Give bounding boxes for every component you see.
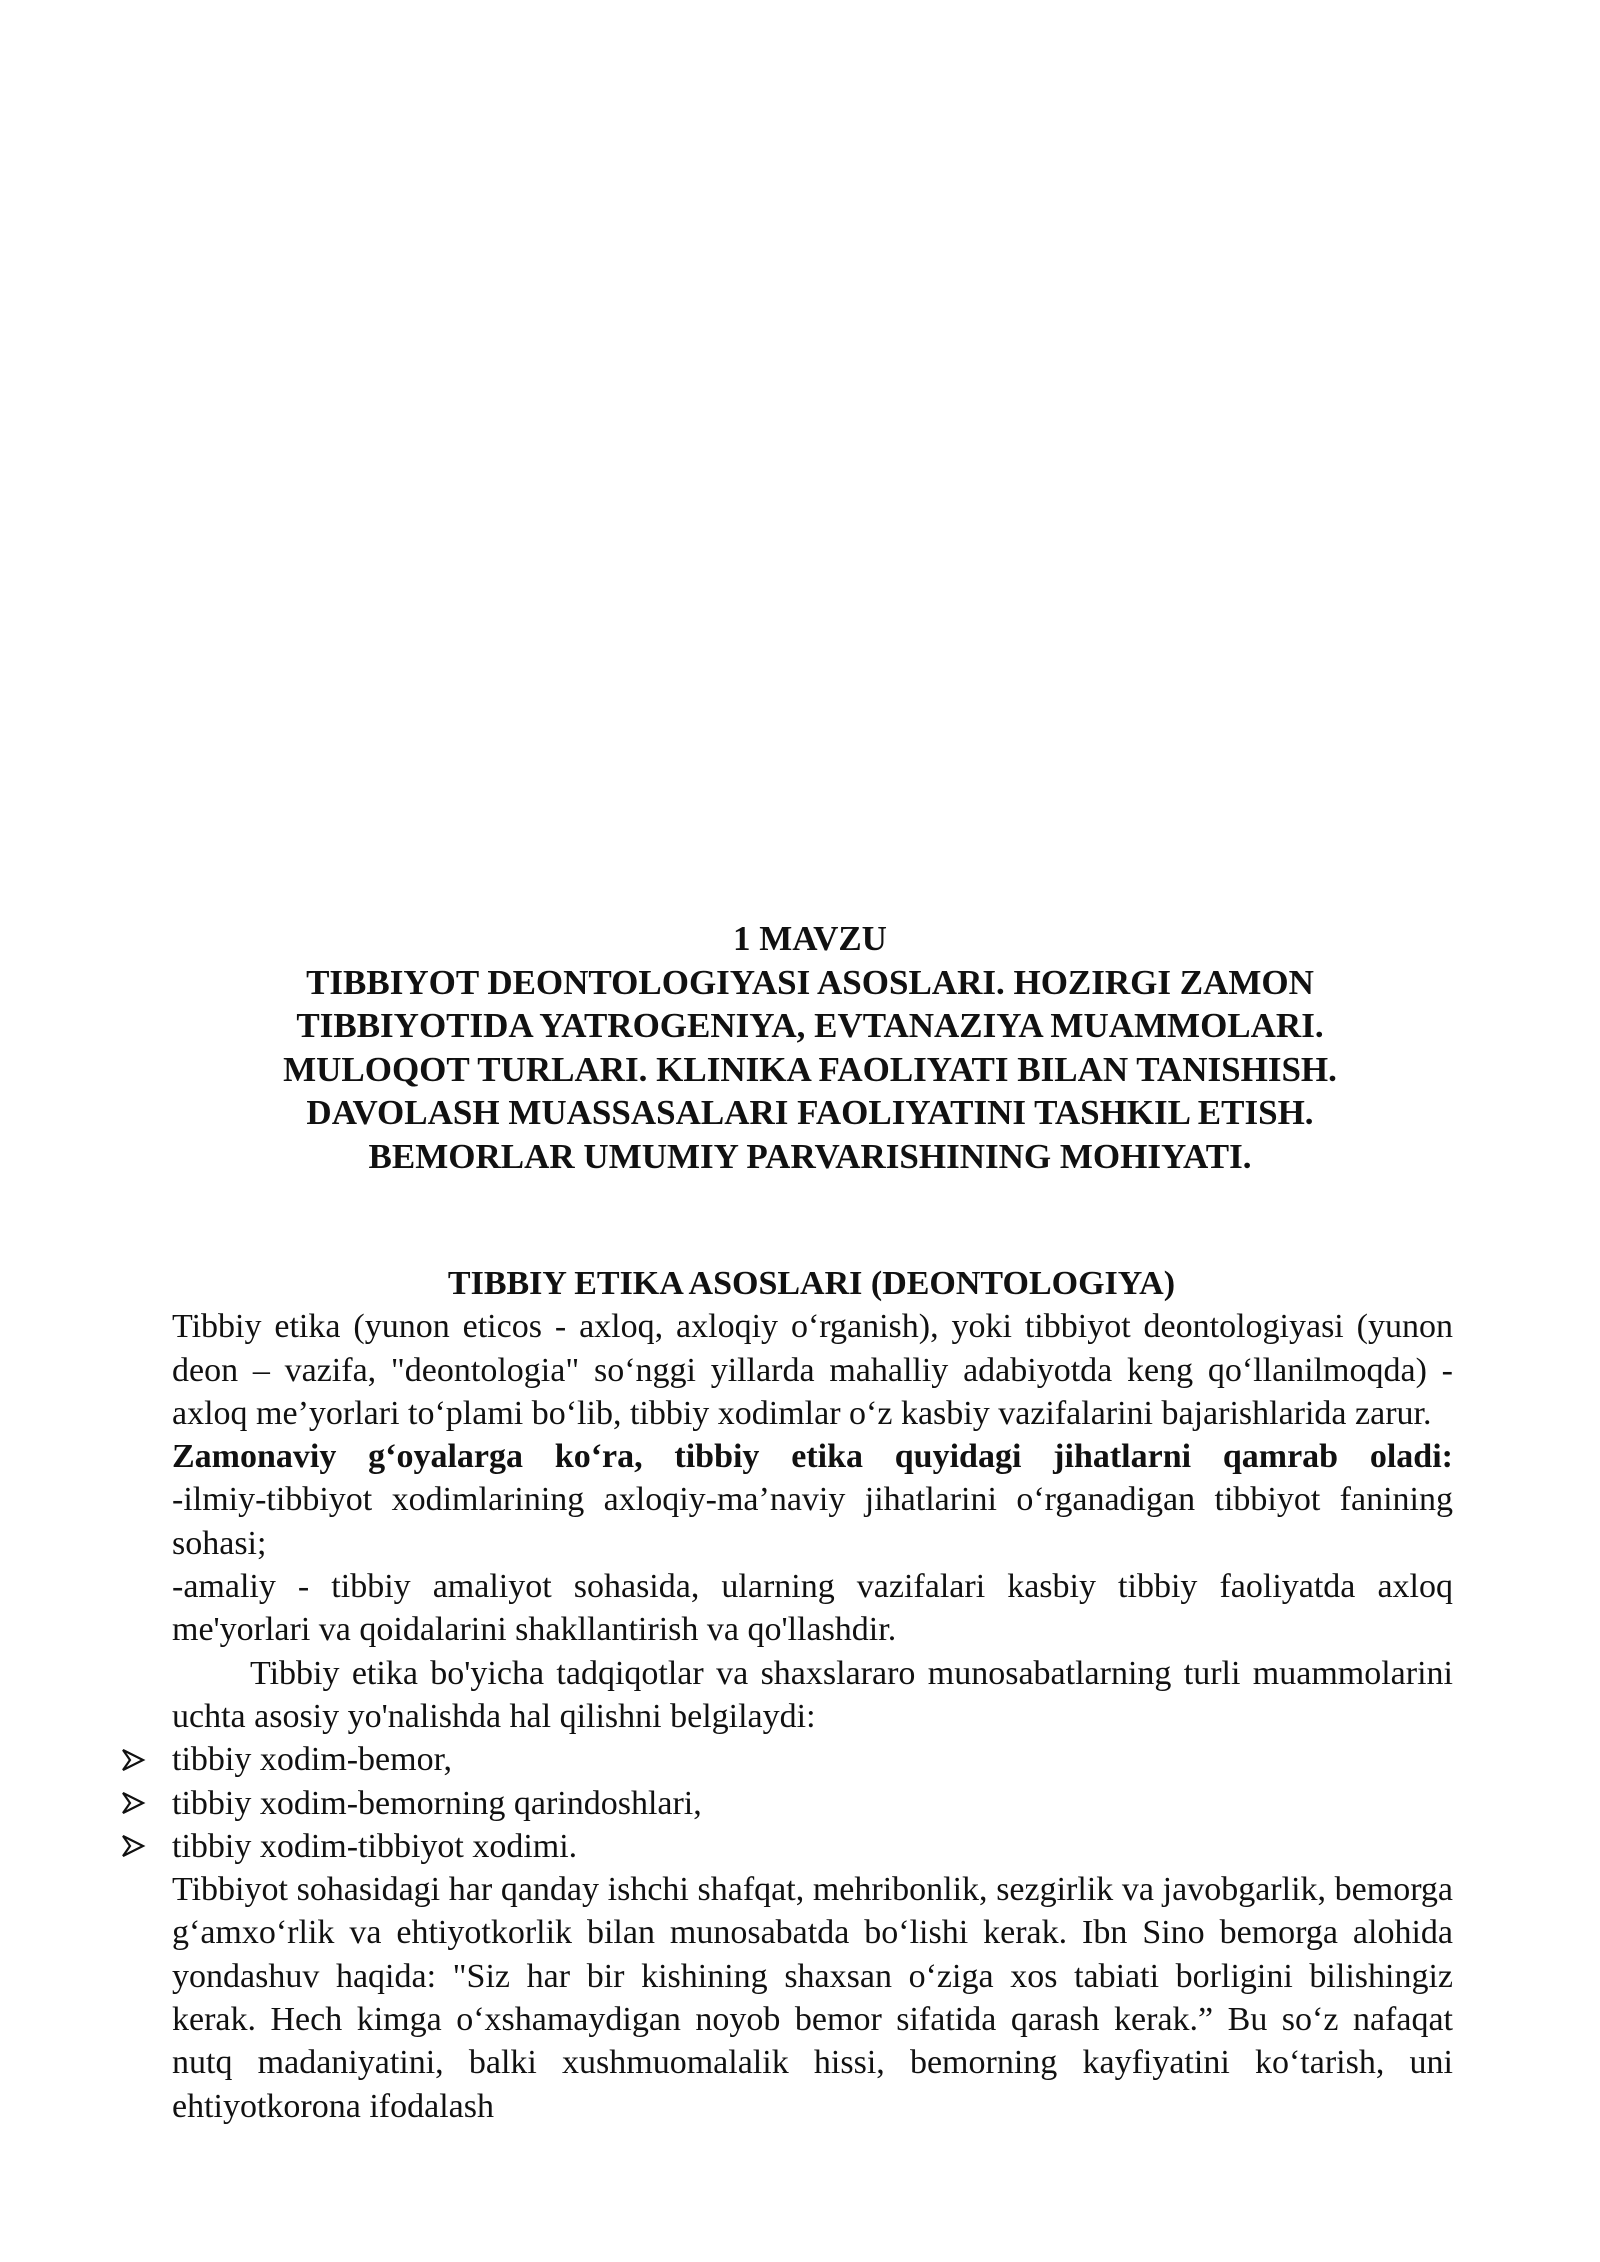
list-item-text: tibbiy xodim-bemor, [172,1741,453,1779]
topic-number: 1 MAVZU [733,919,887,958]
topic-title-line-5: BEMORLAR UMUMIY PARVARISHINING MOHIYATI. [368,1136,1252,1176]
topic-title-line-2: TIBBIYOTIDA YATROGENIYA, EVTANAZIYA MUAMMOLARI. [296,1006,1324,1045]
list-item [172,1782,1453,1825]
list-item-text: tibbiy xodim-bemorning qarindoshlari, [172,1784,702,1822]
intro-paragraph: Tibbiy etika (yunon eticos - axloq, axloqiy o‘rganish), yoki tibbiyot deontologiyasi (yunon deon – vazifa, "deontologia" so‘nggi yillarda mahalliy adabiyotda keng qo‘llanilmoqda) - axloq me’yorlari to‘plami bo‘lib, tibbiy xodimlar o‘z kasbiy vazifalarini bajarishlarida zarur. [172,1308,1453,1432]
topic-title-line-4: DAVOLASH MUASSASALARI FAOLIYATINI TASHKIL ETISH. [306,1093,1314,1132]
list-item [172,1825,1453,1868]
aspect-scientific-paragraph: -ilmiy-tibbiyot xodimlarining axloqiy-ma’naviy jihatlarini o‘rganadigan tibbiyot fanining sohasi; [172,1481,1453,1562]
directions-list [172,1738,1453,1868]
list-item-text: tibbiy xodim-tibbiyot xodimi. [172,1827,578,1865]
arrowhead-bullet-icon [120,1738,150,1781]
list-item [172,1738,1453,1781]
closing-paragraph: Tibbiyot sohasidagi har qanday ishchi shafqat, mehribonlik, sezgirlik va javobgarlik, bemorga g‘amxo‘rlik va ehtiyotkorlik bilan munosabatda bo‘lishi kerak. Ibn Sino bemorga alohida yondashuv haqida: "Siz har bir kishining shaxsan o‘ziga xos tabiati borligini bilishingiz kerak. Hech kimga o‘xshamaydigan noyob bemor sifatida qarash kerak.” Bu so‘z nafaqat nutq madaniyatini, balki xushmuomalalik hissi, bemorning kayfiyatini ko‘tarish, uni ehtiyotkorona ifodalash [172,1871,1453,2125]
arrowhead-bullet-icon [120,1782,150,1825]
topic-title-line-3: MULOQOT TURLARI. KLINIKA FAOLIYATI BILAN TANISHISH. [283,1049,1337,1089]
arrowhead-bullet-icon [120,1825,150,1868]
topic-heading [170,917,1450,1178]
section-title: TIBBIY ETIKA ASOSLARI (DEONTOLOGIYA) [447,1265,1176,1302]
bold-lead-paragraph: Zamonaviy g‘oyalarga ko‘ra, tibbiy etika quyidagi jihatlarni qamrab oladi: [172,1438,1453,1476]
section-body [172,1262,1453,2128]
topic-title-line-1: TIBBIYOT DEONTOLOGIYASI ASOSLARI. HOZIRGI ZAMON [306,962,1314,1002]
directions-intro-paragraph: Tibbiy etika bo'yicha tadqiqotlar va shaxslararo munosabatlarning turli muammolarini uchta asosiy yo'nalishda hal qilishni belgilaydi: [172,1654,1453,1735]
aspect-practical-paragraph: -amaliy - tibbiy amaliyot sohasida, ularning vazifalari kasbiy tibbiy faoliyatda axloq me'yorlari va qoidalarini shakllantirish va qo'llashdir. [172,1568,1453,1649]
